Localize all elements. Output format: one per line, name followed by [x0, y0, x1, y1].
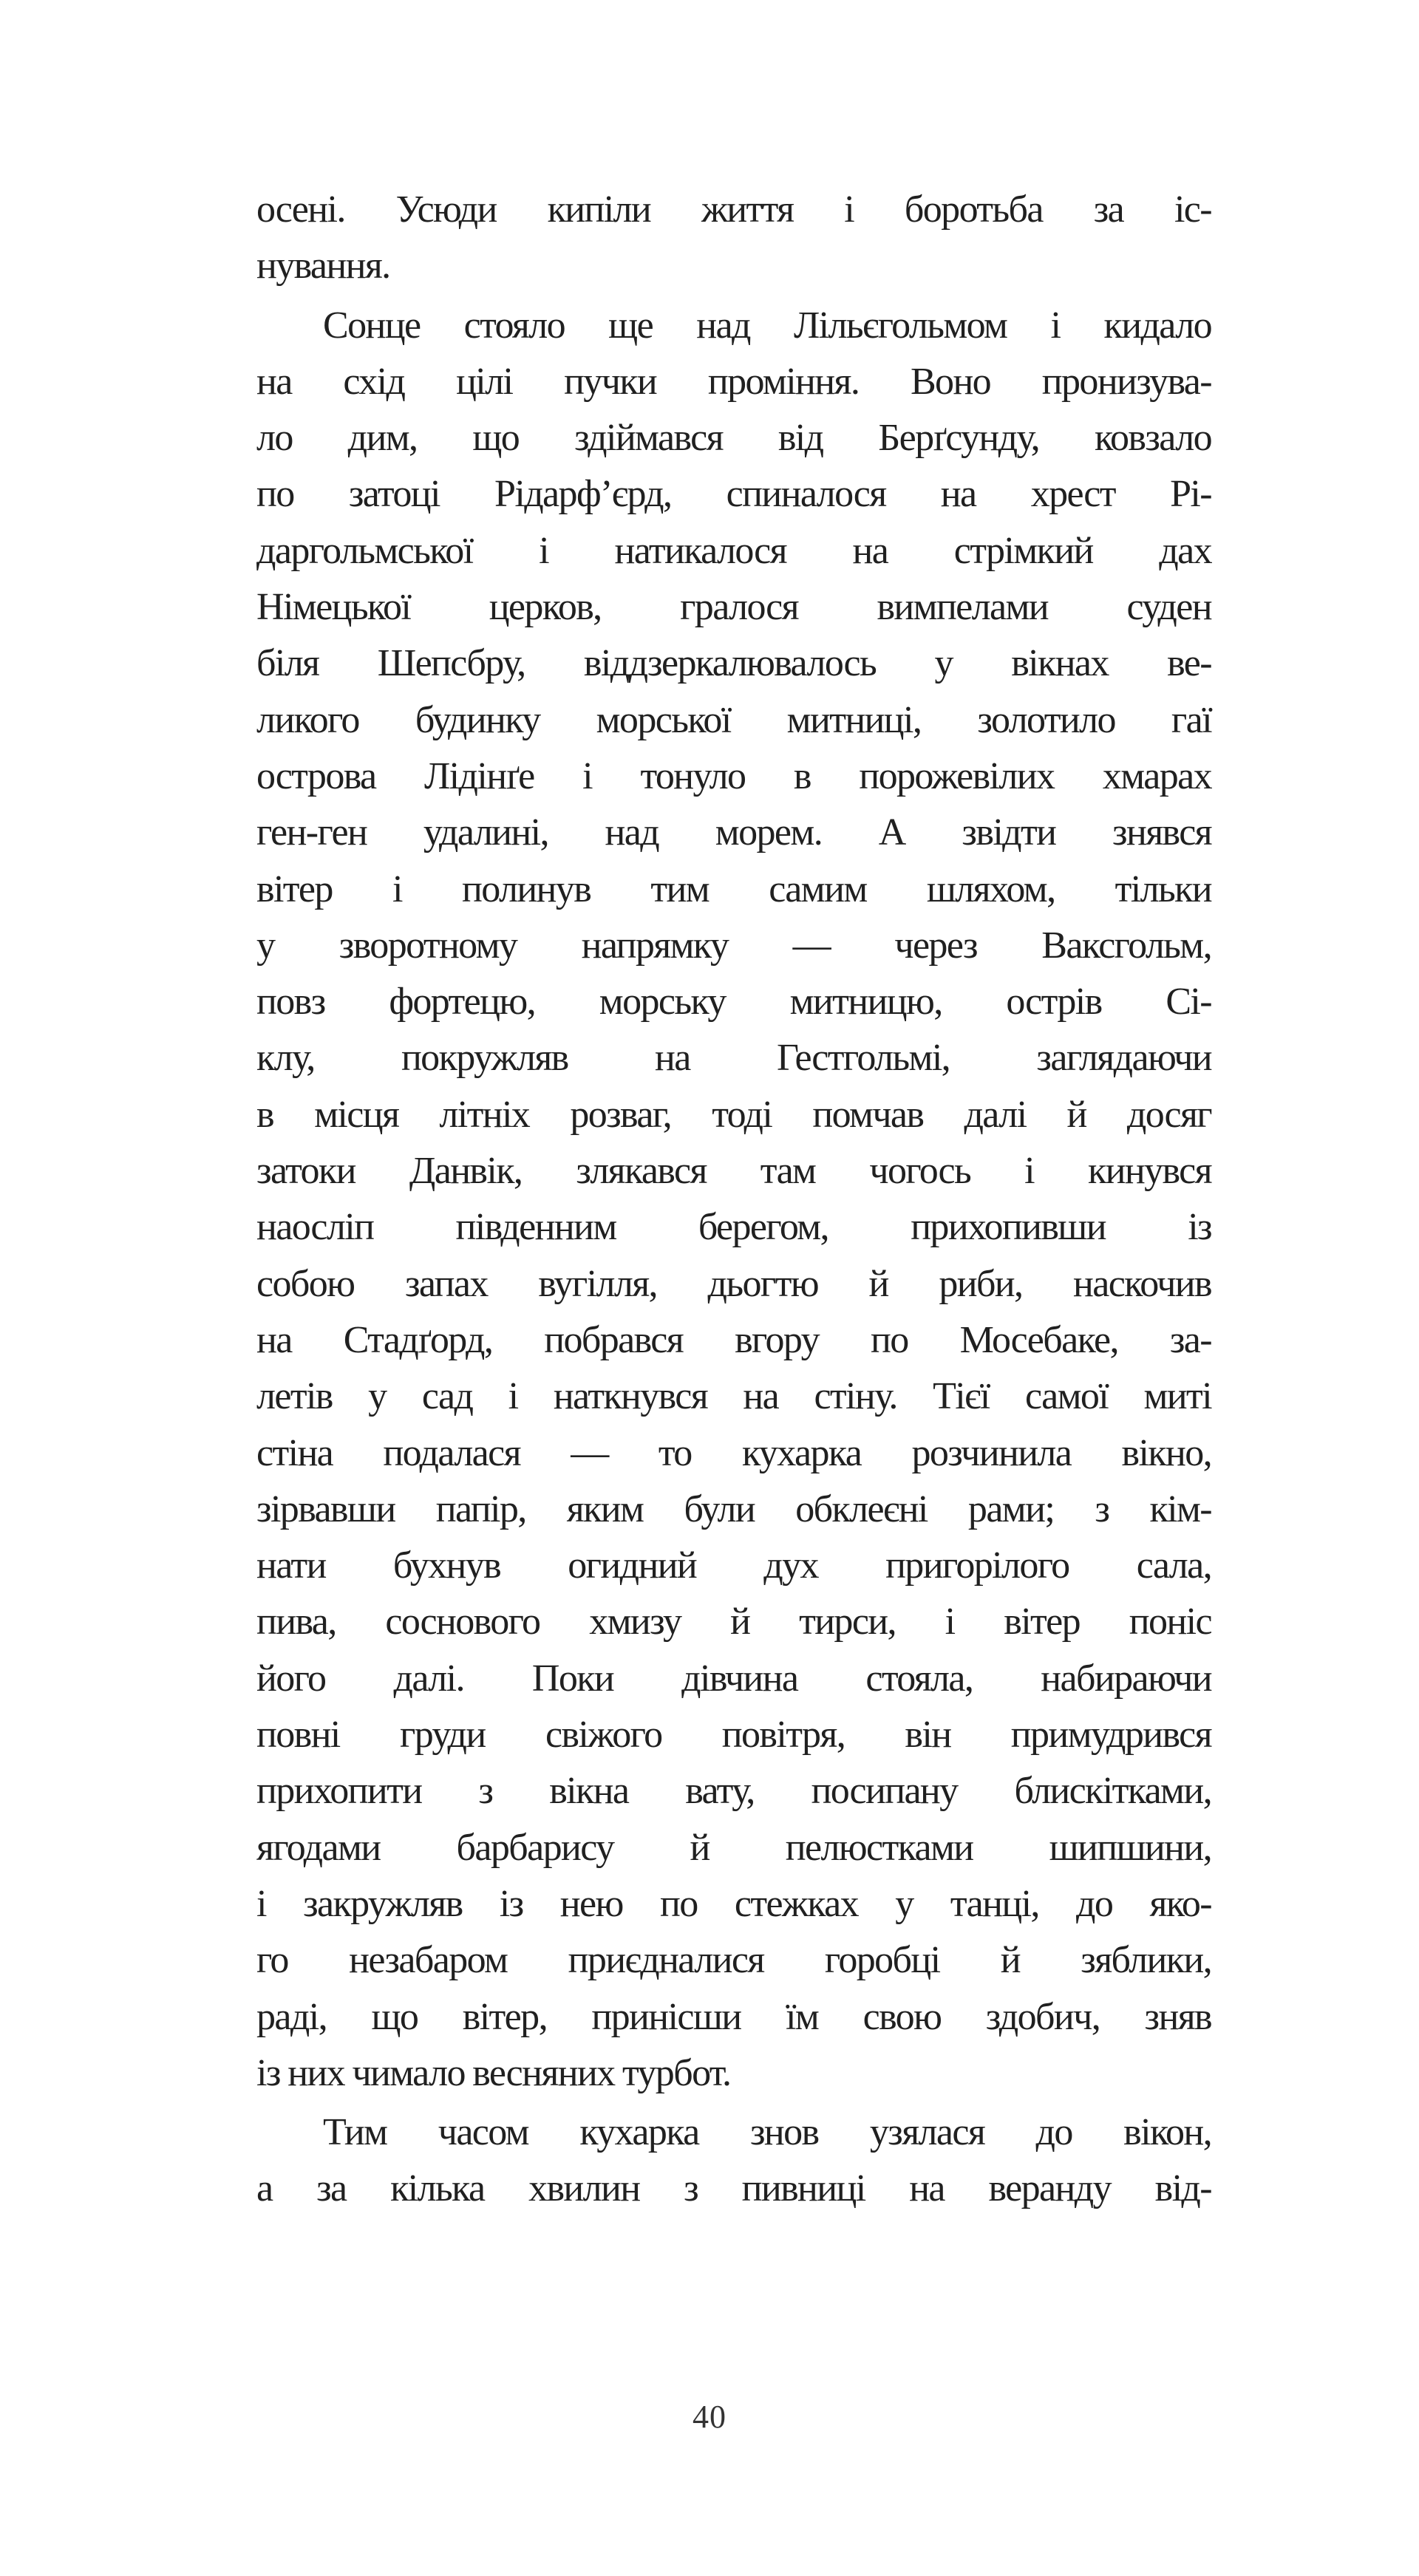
text-line: із них чимало весняних турбот. [256, 2051, 731, 2094]
text-line: осені. Усюди кипіли життя і боротьба за іс- [256, 188, 1211, 231]
text-line: вітер і полинув тим самим шляхом, тільки [256, 868, 1211, 910]
text-line: повні груди свіжого повітря, він примудрився [256, 1714, 1211, 1756]
text-line: в місця літніх розваг, тоді помчав далі й досяг [256, 1093, 1211, 1136]
text-line: повз фортецю, морську митницю, острів Сі- [256, 981, 1211, 1023]
text-line: го незабаром приєдналися горобці й зяблики, [256, 1939, 1211, 1982]
text-line: ген-ген удалині, над морем. А звідти знявся [256, 811, 1211, 854]
text-line: собою запах вугілля, дьогтю й риби, наскочив [256, 1262, 1211, 1305]
body-text [256, 182, 1211, 2218]
text-line: ягодами барбарису й пелюстками шипшини, [256, 1826, 1211, 1869]
text-line: зірвавши папір, яким були обклеєні рами; з кім- [256, 1488, 1211, 1530]
text-line: Сонце стояло ще над Лільєгольмом і кидало [323, 304, 1211, 347]
text-line: нування. [256, 245, 390, 287]
text-line: раді, що вітер, принісши їм свою здобич, зняв [256, 1995, 1211, 2038]
text-line: затоки Данвік, злякався там чогось і кинувся [256, 1150, 1211, 1193]
paragraph-1 [256, 182, 1211, 295]
text-line: і закружляв із нею по стежках у танці, до яко- [256, 1882, 1211, 1925]
text-line: а за кілька хвилин з пивниці на веранду від- [256, 2167, 1211, 2210]
text-line: даргольмської і натикалося на стрімкий дах [256, 529, 1211, 572]
text-line: Тим часом кухарка знов узялася до вікон, [323, 2111, 1211, 2154]
text-line: прихопити з вікна вату, посипану блискітками, [256, 1770, 1211, 1813]
text-line: ликого будинку морської митниці, золотило гаї [256, 698, 1211, 741]
text-line: острова Лідінґе і тонуло в порожевілих хмарах [256, 754, 1211, 797]
text-line: по затоці Рідарф’єрд, спиналося на хрест Рі- [256, 473, 1211, 516]
text-line: стіна подалася — то кухарка розчинила вікно, [256, 1431, 1211, 1474]
text-line: клу, покружляв на Гестгольмі, заглядаючи [256, 1037, 1211, 1080]
text-line: його далі. Поки дівчина стояла, набираючи [256, 1657, 1211, 1700]
text-line: наосліп південним берегом, прихопивши із [256, 1206, 1211, 1249]
text-line: на Стадґорд, побрався вгору по Мосебаке, за- [256, 1318, 1211, 1361]
paragraph-2 [256, 298, 1211, 2102]
text-line: біля Шепсбру, віддзеркалювалось у вікнах ве- [256, 642, 1211, 685]
text-line: на схід цілі пучки проміння. Воно пронизува- [256, 360, 1211, 403]
text-line: у зворотному напрямку — через Ваксгольм, [256, 924, 1211, 967]
text-line: Німецької церков, гралося вимпелами суден [256, 586, 1211, 629]
paragraph-3 [256, 2105, 1211, 2218]
text-line: летів у сад і наткнувся на стіну. Тієї самої миті [256, 1375, 1211, 1418]
text-line: нати бухнув огидний дух пригорілого сала, [256, 1544, 1211, 1587]
text-line: ло дим, що здіймався від Берґсунду, ковзало [256, 417, 1211, 460]
text-line: пива, соснового хмизу й тирси, і вітер поніс [256, 1601, 1211, 1643]
page-number: 40 [693, 2399, 726, 2435]
